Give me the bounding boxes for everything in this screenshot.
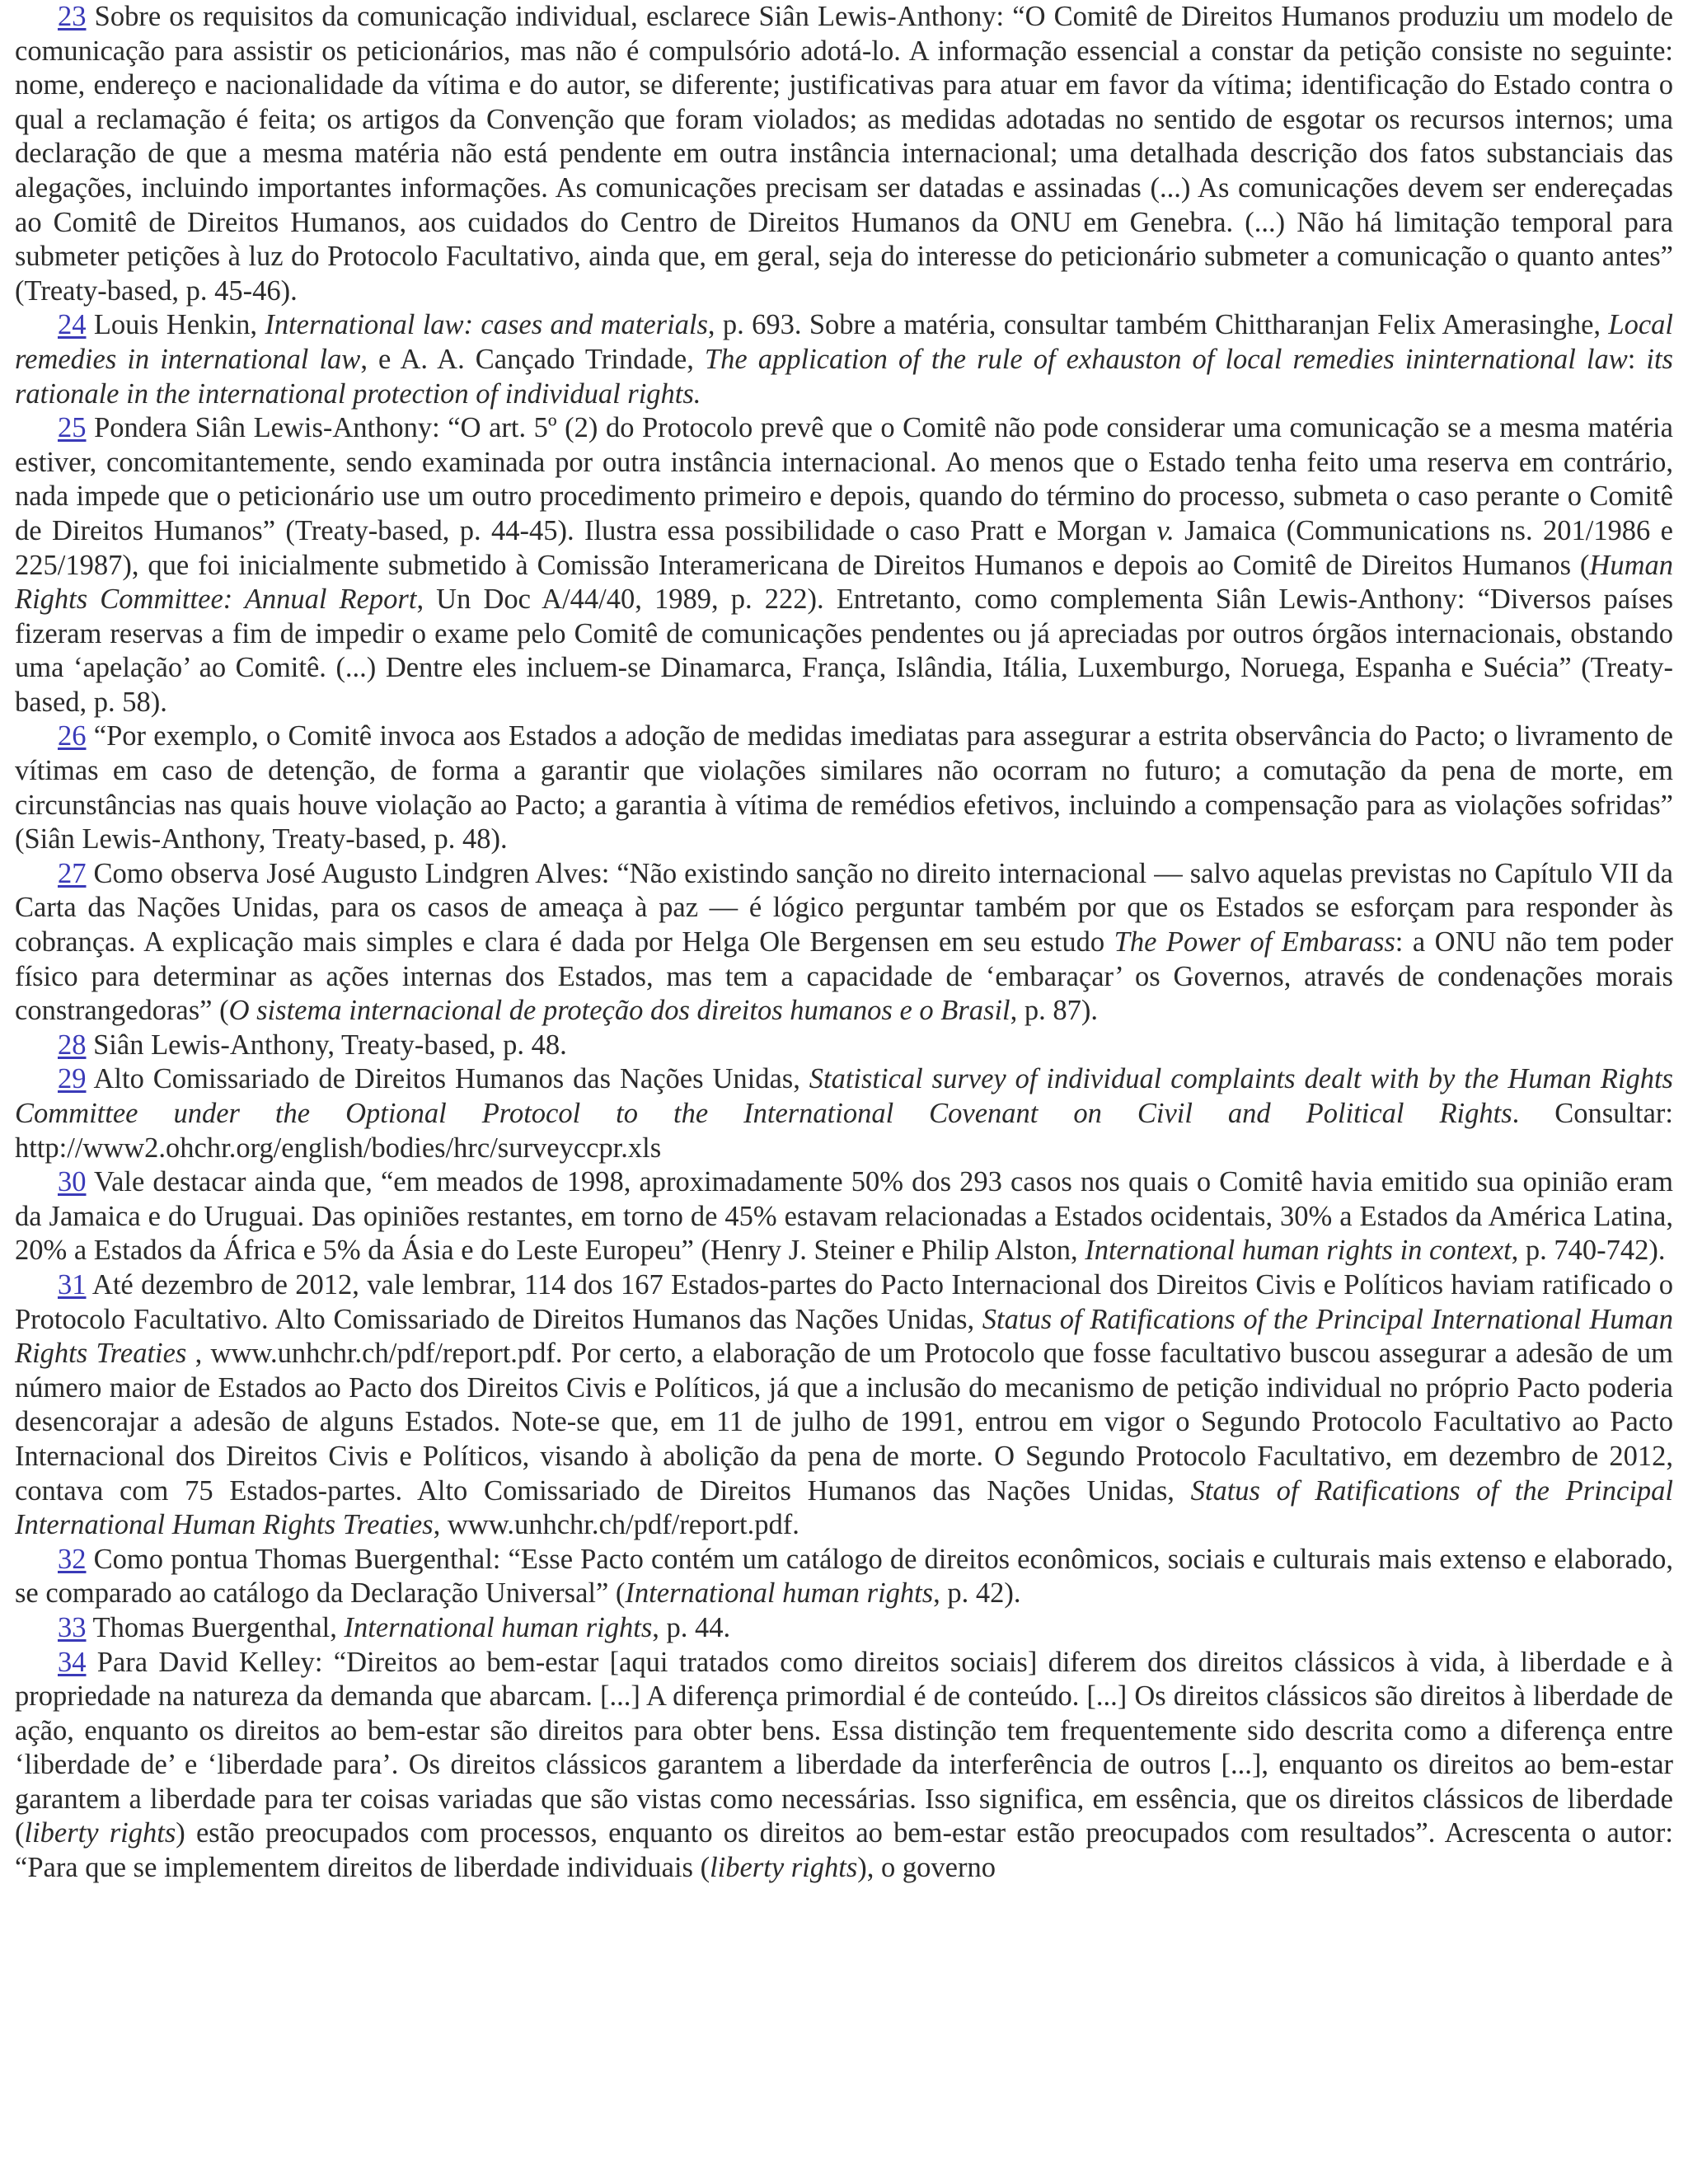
footnote-number-link[interactable]: 33 [58,1611,87,1643]
footnote-23 [15,0,1673,308]
footnote-text: , www.unhchr.ch/pdf/report.pdf. Por certo, a elaboração de um Protocolo que fosse facultativo buscou assegurar a adesão de um número maior de Estados ao Pacto dos Direitos Civis e Políticos, já que a inclusão do mecanismo de petição individual no próprio Pacto poderia desencorajar a adesão de alguns Estados. Note-se que, em 11 de julho de 1991, entrou em vigor o Segundo Protocolo Facultativo ao Pacto Internacional dos Direitos Civis e Políticos, visando à abolição da pena de morte. O Segundo Protocolo Facultativo, em dezembro de 2012, contava com 75 Estados-partes. Alto Comissariado de Direitos Humanos das Nações Unidas, [15,1338,1674,1507]
footnote-number-link[interactable]: 25 [58,412,87,444]
footnote-29 [15,1062,1673,1165]
footnote-text: ) estão preocupados com processos, enquanto os direitos ao bem-estar estão preocupados com resultados”. Acrescenta o autor: “Para que se implementem direitos de liberdade individuais ( [15,1817,1673,1884]
footnote-number-link[interactable]: 27 [58,857,87,889]
footnote-text: “Por exemplo, o Comitê invoca aos Estados a adoção de medidas imediatas para assegurar a estrita observância do Pacto; o livramento de vítimas em caso de detenção, de forma a garantir que violações similares não ocorram no futuro; a comutação da pena de morte, em circunstâncias nas quais houve violação ao Pacto; a garantia à vítima de remédios efetivos, incluindo a compensação para as violações sofridas” (Siân Lewis-Anthony, Treaty-based, p. 48). [15,720,1673,855]
footnotes-page [15,0,1673,1886]
footnote-31 [15,1268,1673,1543]
italic-citation: Statistical survey of individual complaints dealt with by the Human Rights Committee under the Optional Protocol to the International Covenant on Civil and Political Rights [15,1063,1673,1129]
footnote-text: , p. 740-742). [1511,1235,1666,1267]
footnote-number-link[interactable]: 29 [58,1063,87,1095]
footnote-28 [15,1029,1673,1063]
footnote-text: , e A. A. Cançado Trindade, [360,343,705,375]
footnote-number-link[interactable]: 23 [58,1,87,32]
footnote-text: , p. 693. Sobre a matéria, consultar também Chittharanjan Felix Amerasinghe, [707,309,1609,341]
italic-citation: v. [1156,514,1175,546]
footnote-text: , p. 44. [652,1611,731,1643]
italic-citation: International human rights [625,1577,934,1610]
italic-citation: liberty rights [710,1852,858,1884]
footnote-text: : a ONU não tem poder físico para determinar as ações internas dos Estados, mas tem a capacidade de ‘embaraçar’ os Governos, através de condenações morais constrangedoras” ( [15,926,1673,1027]
footnote-text: Vale destacar ainda que, “em meados de 1998, aproximadamente 50% dos 293 casos nos quais o Comitê havia emitido sua opinião eram da Jamaica e do Uruguai. Das opiniões restantes, em torno de 45% estavam relacionadas a Estados ocidentais, 30% a Estados da América Latina, 20% a Estados da África e 5% da Ásia e do Leste Europeu” (Henry J. Steiner e Philip Alston, [15,1166,1673,1267]
italic-citation: Human Rights Committee: Annual Report [15,549,1673,616]
footnote-text: , p. 42). [933,1577,1021,1610]
footnote-text: Louis Henkin, [86,309,265,341]
footnote-text: Sobre os requisitos da comunicação individual, esclarece Siân Lewis-Anthony: “O Comitê de Direitos Humanos produziu um modelo de comunicação para assistir os peticionários, mas não é compulsório adotá-lo. A informação essencial a constar da petição consiste no seguinte: nome, endereço e nacionalidade da vítima e do autor, se diferente; justificativas para atuar em favor da vítima; identificação do Estado contra o qual a reclamação é feita; os artigos da Convenção que foram violados; as medidas adotadas no sentido de esgotar os recursos internos; uma declaração de que a mesma matéria não está pendente em outra instância internacional; uma detalhada descrição dos fatos substanciais das alegações, incluindo importantes informações. As comunicações precisam ser datadas e assinadas (...) As comunicações devem ser endereçadas ao Comitê de Direitos Humanos, aos cuidados do Centro de Direitos Humanos da ONU em Genebra. (...) Não há limitação temporal para submeter petições à luz do Protocolo Facultativo, ainda que, em geral, seja do interesse do peticionário submeter a comunicação o quanto antes” (Treaty-based, p. 45-46). [15,1,1673,307]
footnote-text: ), o governo [857,1852,996,1884]
footnote-text: Alto Comissariado de Direitos Humanos das Nações Unidas, [86,1063,809,1095]
footnote-32 [15,1543,1673,1611]
footnote-26 [15,719,1673,856]
italic-citation: its rationale in the international protection of individual rights. [15,343,1673,410]
footnote-25 [15,411,1673,719]
italic-citation: International human rights in context [1085,1235,1512,1267]
footnote-text: Como observa José Augusto Lindgren Alves: “Não existindo sanção no direito internacional — salvo aquelas previstas no Capítulo VII da Carta das Nações Unidas, para os casos de ameaça à paz — é lógico perguntar também por que os Estados se esforçam para responder às cobranças. A explicação mais simples e clara é dada por Helga Ole Bergensen em seu estudo [15,857,1673,958]
footnote-text: : [1627,343,1647,375]
footnote-24 [15,308,1673,411]
footnote-number-link[interactable]: 24 [58,309,87,341]
italic-citation: liberty rights [24,1817,176,1849]
footnote-number-link[interactable]: 30 [58,1166,87,1198]
footnote-text: Para David Kelley: “Direitos ao bem-estar [aqui tratados como direitos sociais] diferem dos direitos clássicos à vida, à liberdade e à propriedade na natureza da demanda que abarcam. [...] A diferença primordial é de conteúdo. [...] Os direitos clássicos são direitos à liberdade de ação, enquanto os direitos ao bem-estar são direitos para obter bens. Essa distinção tem frequentemente sido descrita como a diferença entre ‘liberdade de’ e ‘liberdade para’. Os direitos clássicos garantem a liberdade da interferência de outros [...], enquanto os direitos ao bem-estar garantem a liberdade para ter coisas variadas que são vistas como necessárias. Isso significa, em essência, que os direitos clássicos de liberdade ( [15,1646,1673,1849]
italic-citation: Status of Ratifications of the Principal International Human Rights Treaties [15,1303,1673,1370]
italic-citation: O sistema internacional de proteção dos direitos humanos e o Brasil [228,995,1010,1027]
footnote-text: , p. 87). [1010,995,1099,1027]
italic-citation: The Power of Embarass [1114,926,1395,958]
footnote-text: Até dezembro de 2012, vale lembrar, 114 dos 167 Estados-partes do Pacto Internacional dos Direitos Civis e Políticos haviam ratificado o Protocolo Facultativo. Alto Comissariado de Direitos Humanos das Nações Unidas, [15,1268,1673,1335]
footnote-34 [15,1646,1673,1886]
footnote-33 [15,1611,1673,1646]
footnote-number-link[interactable]: 28 [58,1029,87,1061]
footnote-text: . Consultar: http://www2.ohchr.org/english/bodies/hrc/surveyccpr.xls [15,1098,1673,1164]
footnote-30 [15,1165,1673,1268]
footnote-text: Como pontua Thomas Buergenthal: “Esse Pacto contém um catálogo de direitos econômicos, sociais e culturais mais extenso e elaborado, se comparado ao catálogo da Declaração Universal” ( [15,1543,1673,1610]
footnote-text: Thomas Buergenthal, [86,1611,345,1643]
italic-citation: Status of Ratifications of the Principal International Human Rights Treaties [15,1474,1674,1541]
footnote-text: , Un Doc A/44/40, 1989, p. 222). Entretanto, como complementa Siân Lewis-Anthony: “Diversos países fizeram reservas a fim de impedir o exame pelo Comitê de comunicações pendentes ou já apreciadas por outros órgãos internacionais, obstando uma ‘apelação’ ao Comitê. (...) Dentre eles incluem-se Dinamarca, França, Islândia, Itália, Luxemburgo, Noruega, Espanha e Suécia” (Treaty-based, p. 58). [15,583,1673,718]
footnote-number-link[interactable]: 26 [58,720,87,752]
italic-citation: The application of the rule of exhauston of local remedies ininternational law [704,343,1628,375]
footnote-text: Jamaica (Communications ns. 201/1986 e 225/1987), que foi inicialmente submetido à Comissão Interamericana de Direitos Humanos e depois ao Comitê de Direitos Humanos ( [15,514,1673,581]
footnote-number-link[interactable]: 34 [58,1646,87,1678]
italic-citation: International law: cases and materials [265,309,708,341]
footnote-27 [15,857,1673,1029]
italic-citation: International human rights [344,1611,653,1643]
footnote-number-link[interactable]: 31 [58,1268,87,1301]
footnote-text: Siân Lewis-Anthony, Treaty-based, p. 48. [86,1029,567,1061]
footnote-number-link[interactable]: 32 [58,1543,87,1575]
footnote-text: Pondera Siân Lewis-Anthony: “O art. 5º (2) do Protocolo prevê que o Comitê não pode considerar uma comunicação se a mesma matéria estiver, concomitantemente, sendo examinada por outra instância internacional. Ao menos que o Estado tenha feito uma reserva em contrário, nada impede que o peticionário use um outro procedimento primeiro e depois, quando do término do processo, submeta o caso perante o Comitê de Direitos Humanos” (Treaty-based, p. 44-45). Ilustra essa possibilidade o caso Pratt e Morgan [15,412,1673,546]
footnote-text: , www.unhchr.ch/pdf/report.pdf. [433,1509,799,1541]
italic-citation: Local remedies in international law [15,309,1674,375]
